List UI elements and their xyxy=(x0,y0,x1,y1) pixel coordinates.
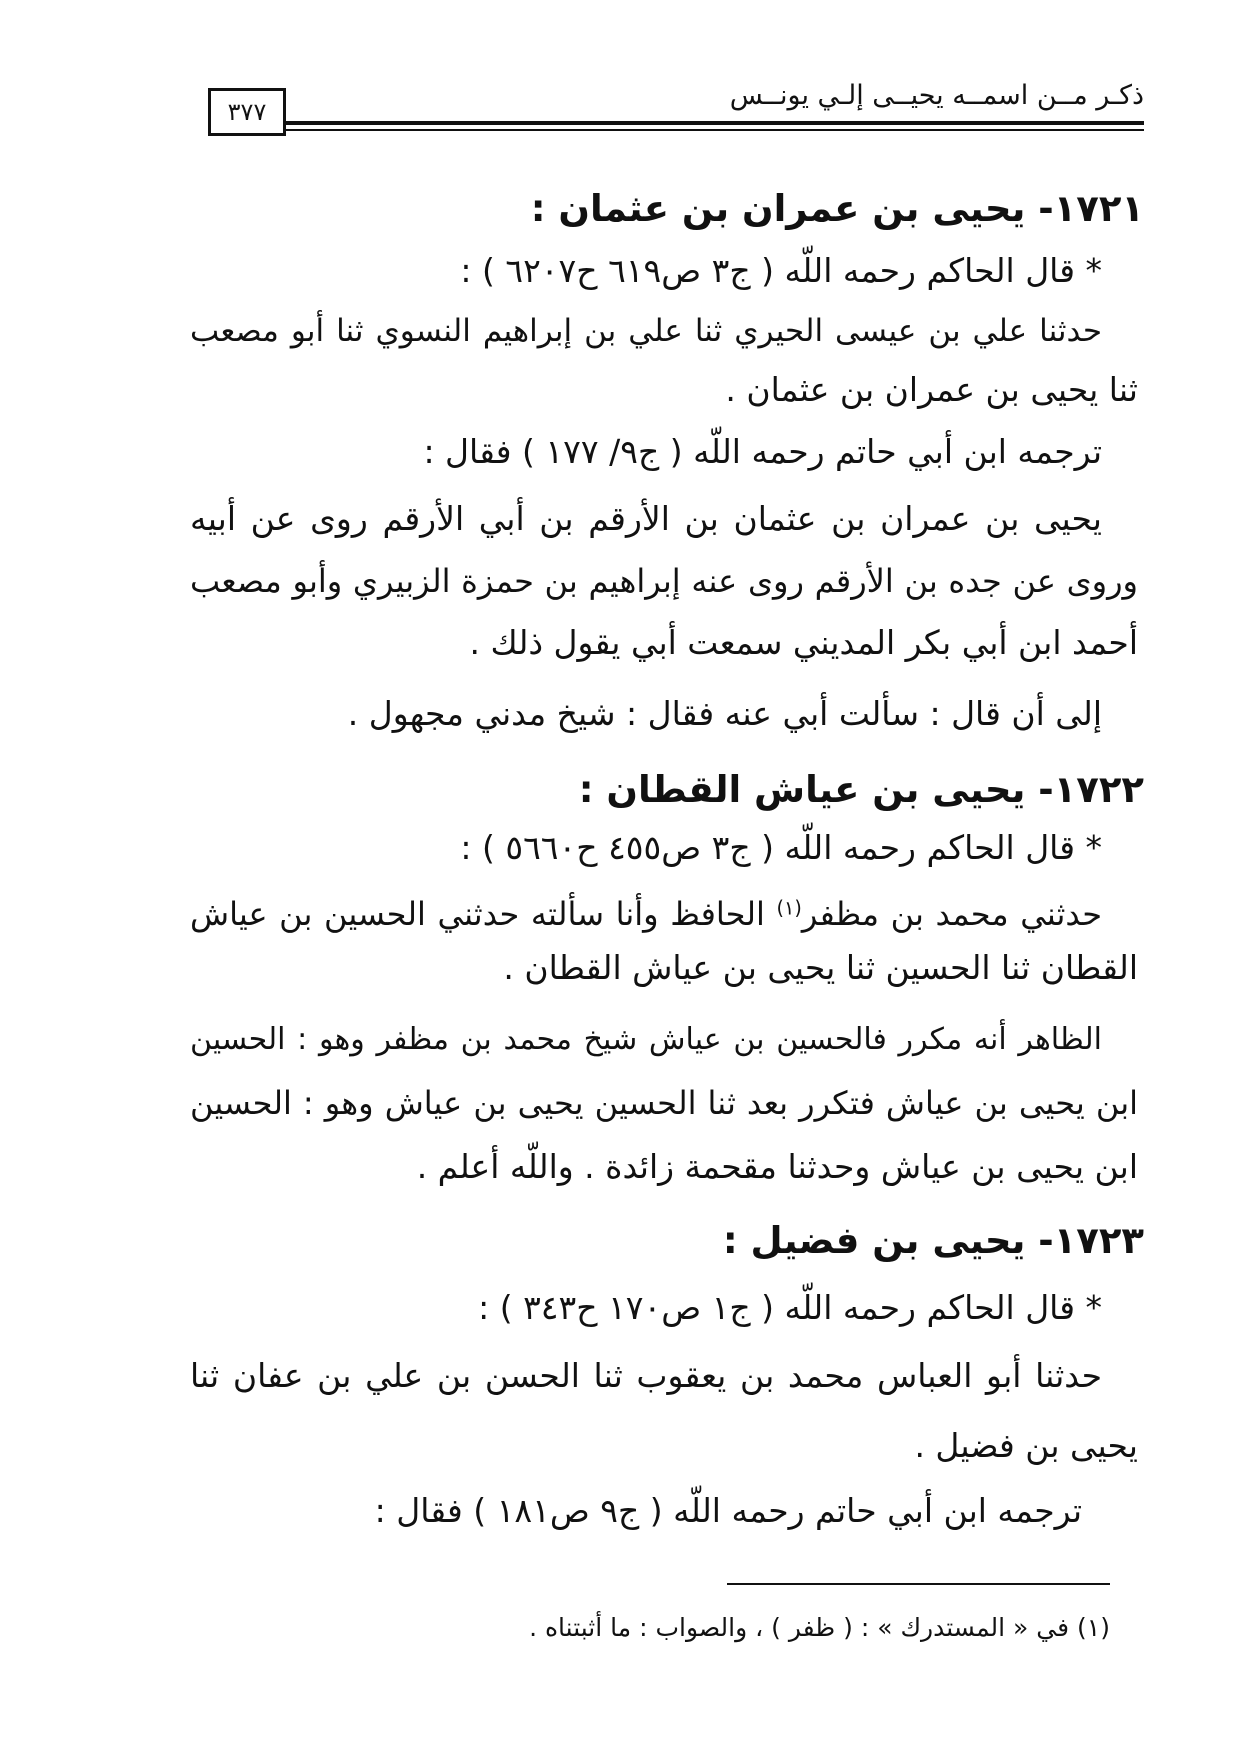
text-line: إلى أن قال : سألت أبي عنه فقال : شيخ مدني مجهول . xyxy=(347,694,1102,733)
footnote-text: (١) في « المستدرك » : ( ظفر ) ، والصواب : ما أثبتناه . xyxy=(529,1613,1110,1642)
text-line: يحيى بن عمران بن عثمان بن الأرقم بن أبي الأرقم روى عن أبيه xyxy=(190,499,1102,538)
text-line: * قال الحاكم رحمه اللَّه ( ج٣ ص٤٥٥ ح٥٦٦٠ ) : xyxy=(460,828,1102,867)
entry-heading: ١٧٢١- يحيى بن عمران بن عثمان : xyxy=(530,187,1144,230)
text-line: القطان ثنا الحسين ثنا يحيى بن عياش القطان . xyxy=(503,948,1138,987)
text-segment: الحافظ وأنا سألته حدثني الحسين بن عياش xyxy=(190,895,777,933)
running-title: ذكـر مــن اسمــه يحيــى إلـي يونــس xyxy=(729,80,1144,111)
text-line: يحيى بن فضيل . xyxy=(914,1426,1138,1465)
text-line: * قال الحاكم رحمه اللَّه ( ج٣ ص٦١٩ ح٦٢٠٧ ) : xyxy=(460,251,1102,290)
text-line: الظاهر أنه مكرر فالحسين بن عياش شيخ محمد بن مظفر وهو : الحسين xyxy=(190,1022,1102,1057)
header-rule xyxy=(286,121,1144,131)
page-number: ٣٧٧ xyxy=(227,98,267,126)
text-line: ابن يحيى بن عياش فتكرر بعد ثنا الحسين يحيى بن عياش وهو : الحسين xyxy=(190,1084,1138,1122)
entry-heading: ١٧٢٢- يحيى بن عياش القطان : xyxy=(578,768,1144,811)
footnote-rule xyxy=(727,1583,1110,1585)
text-line xyxy=(190,888,1102,940)
page-number-box xyxy=(208,88,286,136)
text-line: ثنا يحيى بن عمران بن عثمان . xyxy=(725,370,1138,409)
text-line: وروى عن جده بن الأرقم روى عنه إبراهيم بن حمزة الزبيري وأبو مصعب xyxy=(190,562,1138,600)
entry-heading: ١٧٢٣- يحيى بن فضيل : xyxy=(722,1219,1144,1262)
footnote-ref: (١) xyxy=(776,896,802,920)
text-line: * قال الحاكم رحمه اللَّه ( ج١ ص١٧٠ ح٣٤٣ ) : xyxy=(478,1288,1102,1327)
text-segment: حدثني محمد بن مظفر xyxy=(801,895,1102,933)
text-line: ابن يحيى بن عياش وحدثنا مقحمة زائدة . واللَّه أعلم . xyxy=(416,1147,1138,1186)
text-line: ترجمه ابن أبي حاتم رحمه اللَّه ( ج٩ ص١٨١ ) فقال : xyxy=(374,1491,1082,1530)
text-line: ترجمه ابن أبي حاتم رحمه اللَّه ( ج٩/ ١٧٧ ) فقال : xyxy=(423,432,1102,471)
text-line: حدثنا أبو العباس محمد بن يعقوب ثنا الحسن بن علي بن عفان ثنا xyxy=(190,1356,1102,1395)
text-line: أحمد ابن أبي بكر المديني سمعت أبي يقول ذلك . xyxy=(469,623,1138,662)
text-line: حدثنا علي بن عيسى الحيري ثنا علي بن إبراهيم النسوي ثنا أبو مصعب xyxy=(190,313,1102,349)
